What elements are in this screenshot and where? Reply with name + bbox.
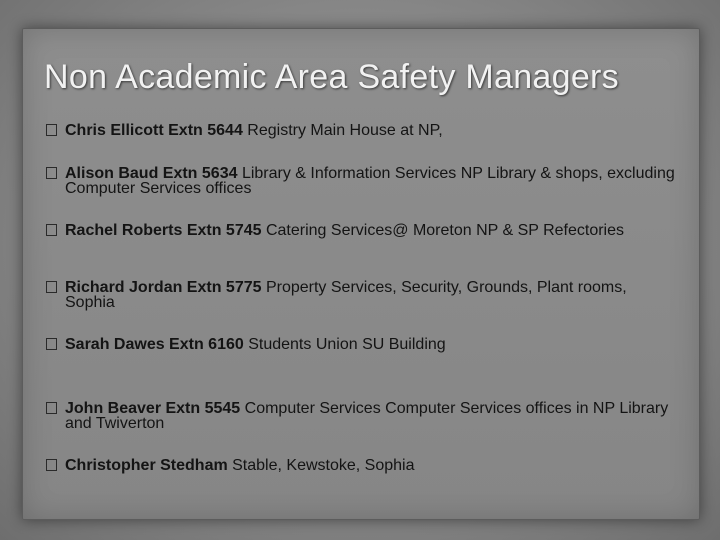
box-bullet-icon: [46, 167, 57, 179]
manager-area: Library & Information Services NP Library & shops, excluding Computer Services offices: [65, 165, 675, 197]
content-panel: [22, 28, 700, 520]
list-item: [46, 401, 676, 431]
manager-area: Computer Services Computer Services offices in NP Library and Twiverton: [65, 400, 669, 432]
box-bullet-icon: [46, 281, 57, 293]
list-item-text: [65, 123, 676, 138]
manager-name: Chris Ellicott Extn 5644: [65, 122, 243, 139]
manager-name: Sarah Dawes Extn 6160: [65, 336, 244, 353]
manager-name: Richard Jordan Extn 5775: [65, 279, 262, 296]
list-item: [46, 458, 676, 473]
list-item-text: [65, 337, 676, 352]
list-item-text: [65, 458, 676, 473]
list-item: [46, 166, 676, 196]
manager-name: Christopher Stedham: [65, 457, 228, 474]
box-bullet-icon: [46, 224, 57, 236]
manager-area: Catering Services@ Moreton NP & SP Refectories: [261, 222, 624, 239]
manager-name: John Beaver Extn 5545: [65, 400, 241, 417]
manager-area: Property Services, Security, Grounds, Plant rooms, Sophia: [65, 279, 627, 311]
list-item: [46, 280, 676, 310]
box-bullet-icon: [46, 402, 57, 414]
list-item-text: [65, 223, 676, 238]
manager-name: Alison Baud Extn 5634: [65, 165, 238, 182]
box-bullet-icon: [46, 338, 57, 350]
manager-area: Stable, Kewstoke, Sophia: [227, 457, 415, 474]
list-item: [46, 123, 676, 138]
list-item-text: [65, 166, 676, 196]
list-item: [46, 223, 676, 238]
list-item: [46, 337, 676, 352]
manager-area: Students Union SU Building: [243, 336, 446, 353]
manager-area: Registry Main House at NP,: [242, 122, 443, 139]
box-bullet-icon: [46, 459, 57, 471]
box-bullet-icon: [46, 124, 57, 136]
list-item-text: [65, 280, 676, 310]
slide-title: Non Academic Area Safety Managers: [44, 58, 619, 96]
manager-name: Rachel Roberts Extn 5745: [65, 222, 262, 239]
list-item-text: [65, 401, 676, 431]
